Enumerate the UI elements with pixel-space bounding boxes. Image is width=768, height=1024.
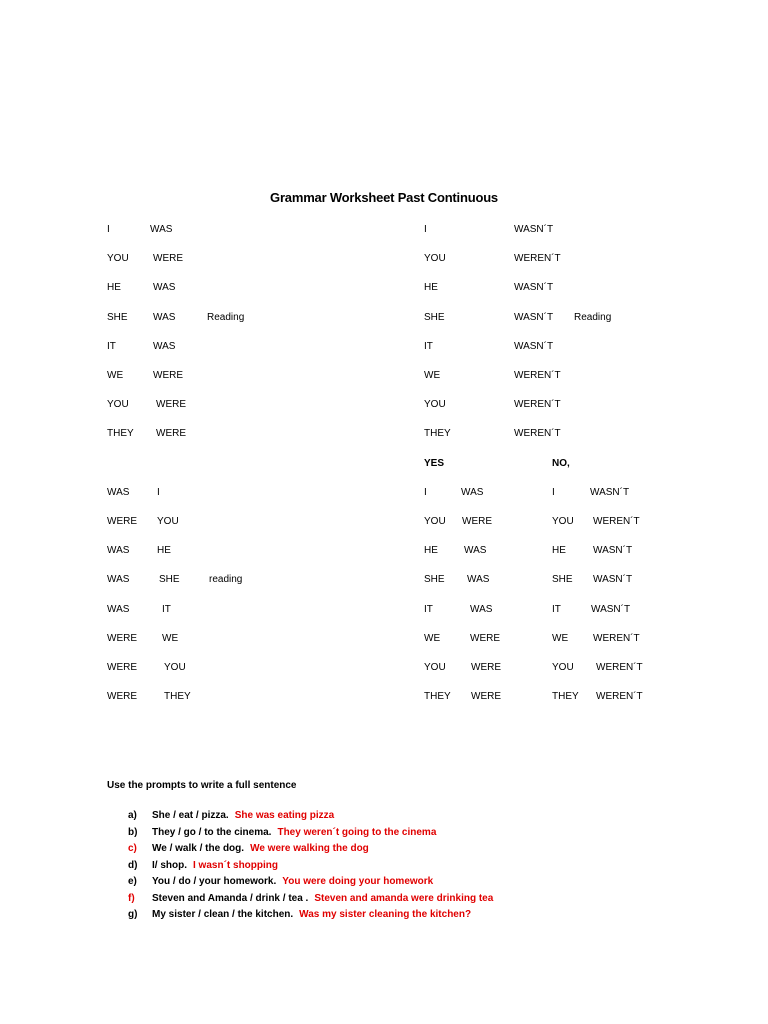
affirmative-verb: WERE — [153, 370, 183, 381]
affirmative-subject: IT — [107, 340, 116, 352]
negative-subject: SHE — [424, 311, 445, 323]
no-answer-verb: WEREN´T — [593, 632, 640, 644]
prompt-answer: Steven and amanda were drinking tea — [314, 892, 494, 904]
negative-verb: WASN´T — [514, 224, 554, 235]
negative-verb: WEREN´T — [514, 253, 561, 265]
affirmative-subject: THEY — [107, 428, 134, 440]
question-subject: SHE — [159, 574, 180, 586]
prompt-answer: They weren´t going to the cinema — [277, 826, 437, 838]
affirmative-verb: WAS — [153, 311, 176, 323]
question-subject: IT — [162, 603, 171, 615]
affirmative-verb-ing: Reading — [207, 311, 245, 323]
question-verb: WAS — [107, 545, 130, 557]
prompt-letter: a) — [128, 810, 137, 821]
prompt-answer: Was my sister cleaning the kitchen? — [299, 909, 472, 920]
prompt-item — [128, 825, 493, 842]
question-subject: YOU — [164, 662, 186, 673]
question-subject: THEY — [164, 691, 191, 703]
prompt-letter: g) — [128, 909, 138, 920]
no-answer-subject: YOU — [552, 516, 574, 527]
negative-verb: WEREN´T — [514, 428, 561, 440]
no-answer-verb: WASN´T — [593, 574, 633, 586]
yes-answer-verb: WERE — [471, 691, 501, 703]
no-answer-subject: WE — [552, 632, 569, 644]
yes-answer-subject: THEY — [424, 691, 451, 703]
prompt-text: We / walk / the dog. — [152, 843, 245, 854]
no-answer-verb: WASN´T — [591, 603, 631, 615]
no-answer-subject: SHE — [552, 574, 573, 586]
yes-answer-subject: YOU — [424, 662, 446, 673]
negative-subject: HE — [424, 282, 438, 294]
affirmative-verb: WERE — [156, 399, 186, 411]
negative-verb: WASN´T — [514, 282, 554, 294]
negative-subject: YOU — [424, 253, 446, 265]
prompt-text: She / eat / pizza. — [152, 810, 229, 821]
no-answer-subject: THEY — [552, 691, 579, 703]
question-verb: WAS — [107, 486, 130, 498]
prompt-list — [128, 808, 493, 924]
negative-verb: WEREN´T — [514, 370, 561, 381]
no-answer-subject: IT — [552, 603, 561, 615]
prompt-item — [128, 858, 493, 875]
prompt-text: You / do / your homework. — [152, 876, 277, 887]
prompt-letter: d) — [128, 859, 138, 871]
no-answer-verb: WEREN´T — [596, 662, 643, 673]
negative-verb: WASN´T — [514, 340, 554, 352]
negative-subject: THEY — [424, 428, 451, 440]
question-verb: WAS — [107, 574, 130, 586]
yes-answer-verb: WAS — [470, 603, 493, 615]
yes-answer-subject: HE — [424, 545, 438, 557]
negative-verb: WASN´T — [514, 311, 554, 323]
prompt-item — [128, 841, 493, 858]
affirmative-verb: WERE — [153, 253, 183, 265]
no-answer-verb: WASN´T — [590, 486, 630, 498]
no-answer-subject: HE — [552, 545, 566, 557]
affirmative-subject: WE — [107, 370, 124, 381]
no-answer-verb: WASN´T — [593, 545, 633, 557]
no-answer-subject: I — [552, 486, 555, 498]
question-verb: WERE — [107, 632, 137, 644]
prompt-item — [128, 808, 493, 825]
exercise-title: Use the prompts to write a full sentence — [107, 780, 297, 791]
no-answer-subject: YOU — [552, 662, 574, 673]
question-subject: HE — [157, 545, 171, 557]
prompt-letter: b) — [128, 826, 138, 838]
yes-answer-verb: WAS — [464, 545, 487, 557]
prompt-text: I/ shop. — [152, 859, 187, 871]
negative-subject: WE — [424, 370, 441, 381]
question-subject: I — [157, 486, 160, 498]
yes-answer-verb: WAS — [461, 486, 484, 498]
prompt-letter: f) — [128, 892, 135, 904]
short-answer-yes-header: YES — [424, 457, 445, 469]
negative-verb-ing: Reading — [574, 311, 612, 323]
prompt-text: They / go / to the cinema. — [152, 826, 272, 838]
yes-answer-verb: WERE — [471, 662, 501, 673]
prompt-item — [128, 874, 493, 891]
affirmative-subject: YOU — [107, 253, 129, 265]
prompt-letter: e) — [128, 876, 137, 887]
affirmative-subject: I — [107, 224, 110, 235]
affirmative-verb: WERE — [156, 428, 186, 440]
question-verb-ing: reading — [209, 574, 243, 586]
question-verb: WERE — [107, 691, 137, 703]
question-verb: WERE — [107, 516, 137, 527]
short-answer-no-header: NO, — [552, 457, 570, 469]
prompt-item — [128, 907, 493, 924]
no-answer-verb: WEREN´T — [593, 516, 640, 527]
prompt-answer: I wasn´t shopping — [193, 859, 278, 871]
yes-answer-verb: WERE — [462, 516, 492, 527]
prompt-answer: We were walking the dog — [250, 843, 369, 854]
yes-answer-verb: WAS — [467, 574, 490, 586]
yes-answer-subject: YOU — [424, 516, 446, 527]
yes-answer-subject: IT — [424, 603, 433, 615]
affirmative-subject: YOU — [107, 399, 129, 411]
no-answer-verb: WEREN´T — [596, 691, 643, 703]
question-verb: WERE — [107, 662, 137, 673]
prompt-answer: She was eating pizza — [234, 810, 335, 821]
negative-subject: IT — [424, 340, 433, 352]
question-subject: YOU — [157, 516, 179, 527]
negative-subject: YOU — [424, 399, 446, 411]
page-title: Grammar Worksheet Past Continuous — [270, 190, 498, 205]
prompt-letter: c) — [128, 843, 137, 854]
prompt-item — [128, 891, 493, 908]
question-subject: WE — [162, 632, 179, 644]
question-verb: WAS — [107, 603, 130, 615]
affirmative-verb: WAS — [153, 340, 176, 352]
negative-verb: WEREN´T — [514, 399, 561, 411]
prompt-text: Steven and Amanda / drink / tea . — [152, 892, 309, 904]
prompt-answer: You were doing your homework — [282, 876, 434, 887]
affirmative-subject: SHE — [107, 311, 128, 323]
affirmative-verb: WAS — [153, 282, 176, 294]
affirmative-subject: HE — [107, 282, 121, 294]
yes-answer-subject: SHE — [424, 574, 445, 586]
prompt-text: My sister / clean / the kitchen. — [152, 909, 294, 920]
negative-subject: I — [424, 224, 427, 235]
yes-answer-verb: WERE — [470, 632, 500, 644]
yes-answer-subject: WE — [424, 632, 441, 644]
yes-answer-subject: I — [424, 486, 427, 498]
affirmative-verb: WAS — [150, 224, 173, 235]
